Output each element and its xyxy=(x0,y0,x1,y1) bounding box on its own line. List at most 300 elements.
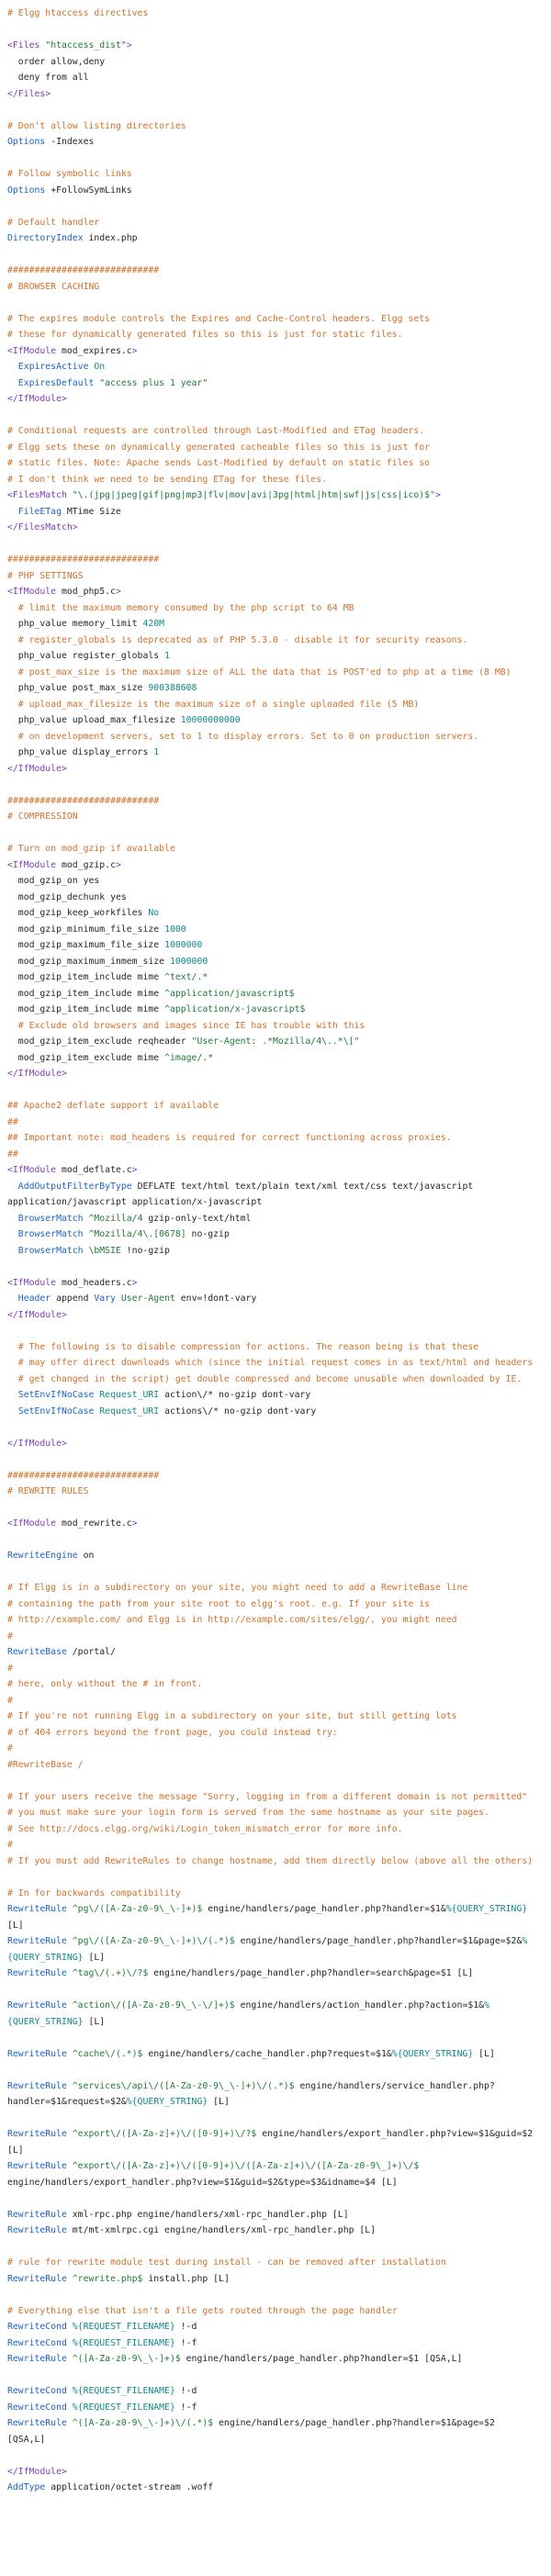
code-token: # If you must add RewriteRules to change hostname, add them directly below (above all the others) xyxy=(7,1855,534,1866)
code-line xyxy=(7,2030,551,2046)
code-line xyxy=(7,2415,551,2432)
code-line xyxy=(7,423,551,440)
code-token: "User-Agent: .*Mozilla/4\..*\[" xyxy=(191,1036,360,1047)
code-token: mod_gzip_item_include mime xyxy=(7,1004,165,1014)
code-line xyxy=(7,937,551,954)
code-token: install.php [L] xyxy=(142,2273,230,2284)
code-token: </Files> xyxy=(7,88,51,99)
code-token: env=!dont-vary xyxy=(174,1294,257,1304)
code-line xyxy=(7,1339,551,1356)
code-line xyxy=(7,1837,551,1854)
code-token: 1 xyxy=(164,651,170,661)
code-token: Vary xyxy=(94,1294,121,1304)
code-token: # Conditional requests are controlled through Last-Modified and ETag headers. xyxy=(7,426,425,436)
code-token: [L] xyxy=(83,2016,106,2027)
code-line xyxy=(7,2190,551,2207)
code-line xyxy=(7,54,551,71)
code-token: User-Agent xyxy=(120,1294,175,1304)
code-token: BrowserMatch xyxy=(7,1245,89,1256)
code-line xyxy=(7,1387,551,1404)
code-token: index.php xyxy=(88,233,138,243)
code-token: ^([A-Za-z0-9\_\-]+)$ xyxy=(72,2354,181,2364)
code-line xyxy=(7,1018,551,1035)
code-token: BrowserMatch xyxy=(7,1213,89,1224)
code-token: -Indexes xyxy=(51,137,95,147)
code-token: %{QUERY_STRING} xyxy=(445,1904,528,1914)
code-line xyxy=(7,1661,551,1677)
code-line xyxy=(7,648,551,665)
code-token: mod_php5.c xyxy=(61,587,116,597)
code-token: </IfModule> xyxy=(7,2466,67,2477)
code-token: !-d xyxy=(174,2386,197,2396)
code-line xyxy=(7,600,551,617)
code-token: RewriteRule xyxy=(7,1968,73,1978)
code-token: Request_URI xyxy=(99,1390,165,1400)
code-line xyxy=(7,1066,551,1082)
code-token: RewriteCond xyxy=(7,2337,73,2348)
code-token: # Default handler xyxy=(7,217,100,228)
code-line xyxy=(7,2078,551,2095)
code-line xyxy=(7,1372,551,1388)
code-line xyxy=(7,1034,551,1050)
code-line xyxy=(7,1002,551,1018)
code-line xyxy=(7,633,551,649)
code-token: % xyxy=(484,2000,489,2010)
code-token: 10000000000 xyxy=(180,715,241,725)
code-token: !-d xyxy=(174,2322,197,2332)
code-token: application/octet-stream .woff xyxy=(51,2482,214,2492)
code-token: % xyxy=(522,1936,528,1946)
code-token: %{REQUEST_FILENAME} xyxy=(72,2337,175,2348)
code-line xyxy=(7,151,551,167)
code-line xyxy=(7,2143,551,2159)
code-token: ^export\/([A-Za-z]+)\/([0-9]+)\/([A-Za-z]+)\/([A-Za-z0-9\_]+)\/$ xyxy=(72,2161,420,2171)
code-token: ^image/.* xyxy=(164,1052,214,1063)
code-line xyxy=(7,2239,551,2256)
code-token: RewriteEngine xyxy=(7,1551,84,1561)
code-token: action\/* no-gzip dont-vary xyxy=(164,1390,311,1400)
code-token: handler=$1&request=$2& xyxy=(7,2097,127,2107)
code-line xyxy=(7,1933,551,1950)
code-token: # xyxy=(7,1840,13,1850)
code-token: # REWRITE RULES xyxy=(7,1486,89,1496)
code-token: engine/handlers/page_handler.php?handler=$1&page=$2 xyxy=(213,2418,495,2428)
code-token: <IfModule xyxy=(7,859,62,870)
code-line xyxy=(7,2062,551,2078)
code-token: RewriteCond xyxy=(7,2402,73,2413)
code-line xyxy=(7,905,551,922)
code-line xyxy=(7,1854,551,1870)
code-line xyxy=(7,455,551,472)
code-token: BrowserMatch xyxy=(7,1229,89,1239)
code-token: </IfModule> xyxy=(7,1438,67,1449)
code-line xyxy=(7,247,551,263)
code-line xyxy=(7,1789,551,1806)
code-line xyxy=(7,86,551,103)
code-token: # containing the path from your site root to elgg's root. e.g. If your site is xyxy=(7,1598,431,1609)
code-line xyxy=(7,761,551,778)
code-token: gzip-only-text/html xyxy=(142,1213,252,1224)
code-token: {QUERY_STRING} xyxy=(7,2016,84,2027)
code-line xyxy=(7,472,551,488)
code-token: !-f xyxy=(174,2337,197,2348)
code-token: ############################ xyxy=(7,795,160,806)
code-line xyxy=(7,986,551,1002)
code-token: !no-gzip xyxy=(120,1245,170,1256)
code-line xyxy=(7,327,551,343)
code-line xyxy=(7,504,551,521)
code-token: On xyxy=(94,362,106,372)
code-token: mod_headers.c xyxy=(61,1277,132,1288)
code-line xyxy=(7,2271,551,2288)
code-token: on xyxy=(83,1551,95,1561)
code-line xyxy=(7,1950,551,1966)
code-token: # on development servers, set to 1 to display errors. Set to 0 on production servers. xyxy=(7,731,479,742)
code-token: AddOutputFilterByType xyxy=(7,1181,138,1192)
code-line xyxy=(7,2287,551,2303)
code-line xyxy=(7,1532,551,1549)
code-token: mod_gzip_keep_workfiles xyxy=(7,908,149,918)
code-token: 1000000 xyxy=(164,940,203,950)
code-token: "\.(jpg|jpeg|gif|png|mp3|flv|mov|avi|3pg|html|htm|swf|js|css|ico)$" xyxy=(72,490,435,500)
code-token: #RewriteBase / xyxy=(7,1759,84,1770)
code-token: mod_deflate.c xyxy=(61,1165,132,1175)
code-token: %{QUERY_STRING} xyxy=(126,2097,208,2107)
code-token: ^application/javascript$ xyxy=(164,988,295,999)
code-token: > xyxy=(126,40,132,50)
code-line xyxy=(7,2303,551,2320)
code-token: # In for backwards compatibility xyxy=(7,1887,181,1898)
code-line xyxy=(7,729,551,745)
code-line xyxy=(7,665,551,681)
code-line xyxy=(7,22,551,39)
code-token: RewriteRule xyxy=(7,2161,73,2171)
code-token: ^rewrite.php$ xyxy=(72,2273,143,2284)
code-token: # get changed in the script) get double compressed and become unusable when downloaded by IE. xyxy=(7,1373,523,1384)
code-line xyxy=(7,183,551,199)
code-line xyxy=(7,38,551,54)
code-line xyxy=(7,440,551,456)
code-line xyxy=(7,230,551,247)
code-line xyxy=(7,520,551,536)
code-line xyxy=(7,295,551,311)
code-line xyxy=(7,102,551,118)
code-line xyxy=(7,2383,551,2400)
code-token: # Follow symbolic links xyxy=(7,169,132,179)
code-line xyxy=(7,1355,551,1372)
code-token: ExpiresDefault xyxy=(7,377,100,388)
code-token: RewriteRule xyxy=(7,2048,73,2059)
code-token: RewriteRule xyxy=(7,2080,73,2091)
code-token: engine/handlers/action_handler.php?action=$1& xyxy=(234,2000,485,2010)
code-line xyxy=(7,680,551,697)
code-token: <FilesMatch xyxy=(7,490,73,500)
code-token: %{REQUEST_FILENAME} xyxy=(72,2402,175,2413)
code-token: ## Apache2 deflate support if available xyxy=(7,1101,219,1111)
code-token: xml-rpc.php engine/handlers/xml-rpc_handler.php [L] xyxy=(72,2209,349,2220)
code-token: 1000 xyxy=(164,924,186,935)
code-line xyxy=(7,2158,551,2175)
code-token: mod_gzip_item_exclude reqheader xyxy=(7,1036,192,1047)
code-token: ^services\/api\/([A-Za-z0-9\_\-]+)\/(.*)$ xyxy=(72,2080,295,2091)
code-token: mod_gzip_item_include mime xyxy=(7,972,165,982)
code-token: engine/handlers/page_handler.php?handler=$1&page=$2& xyxy=(234,1936,523,1946)
code-token: # rule for rewrite module test during install - can be removed after installation xyxy=(7,2257,446,2268)
code-line xyxy=(7,1886,551,1902)
code-token: ############################ xyxy=(7,265,160,275)
code-line xyxy=(7,1147,551,1163)
code-token: </IfModule> xyxy=(7,763,67,774)
code-line xyxy=(7,552,551,568)
code-token: mod_gzip_minimum_file_size xyxy=(7,924,165,935)
code-token: ## xyxy=(7,1148,18,1159)
code-token: Options xyxy=(7,185,51,196)
code-token: # The expires module controls the Expires and Cache-Control headers. Elgg sets xyxy=(7,313,431,324)
code-token: append xyxy=(56,1294,95,1304)
code-line xyxy=(7,1500,551,1517)
code-token: # I don't think we need to be sending ETag for these files. xyxy=(7,474,327,485)
code-line xyxy=(7,1693,551,1709)
code-token: # upload_max_filesize is the maximum size of a single uploaded file (5 MB) xyxy=(7,699,420,710)
code-token: DirectoryIndex xyxy=(7,233,89,243)
code-line xyxy=(7,343,551,360)
code-line xyxy=(7,2400,551,2416)
code-token: > xyxy=(131,1277,138,1288)
code-line xyxy=(7,922,551,938)
code-line xyxy=(7,1580,551,1596)
code-line xyxy=(7,1516,551,1532)
code-line xyxy=(7,1612,551,1629)
code-token: # Elgg sets these on dynamically generated cacheable files so this is just for xyxy=(7,442,431,453)
code-line xyxy=(7,2480,551,2496)
code-token: engine/handlers/page_handler.php?handler=$1& xyxy=(202,1904,446,1914)
code-line xyxy=(7,1901,551,1918)
code-token: mod_gzip.c xyxy=(61,859,116,870)
code-token: mod_gzip_dechunk yes xyxy=(7,891,127,902)
code-line xyxy=(7,954,551,970)
code-token: mod_expires.c xyxy=(61,345,132,356)
code-line xyxy=(7,1130,551,1147)
code-line xyxy=(7,584,551,600)
code-line xyxy=(7,697,551,713)
code-line xyxy=(7,1805,551,1821)
code-line xyxy=(7,1676,551,1693)
code-token: </IfModule> xyxy=(7,394,67,404)
code-token: MTime Size xyxy=(66,506,121,517)
code-line xyxy=(7,134,551,151)
code-line xyxy=(7,263,551,279)
code-token: <IfModule xyxy=(7,1277,62,1288)
code-token: # BROWSER CACHING xyxy=(7,281,100,292)
code-token: # you must make sure your login form is served from the same hostname as your site pages. xyxy=(7,1808,489,1818)
code-token: engine/handlers/page_handler.php?handler=$1 [QSA,L] xyxy=(180,2354,463,2364)
code-token: </IfModule> xyxy=(7,1309,67,1320)
code-token: # xyxy=(7,1630,13,1641)
code-token: Header xyxy=(7,1294,57,1304)
code-line xyxy=(7,1773,551,1789)
code-token: "htaccess_dist" xyxy=(45,40,127,50)
code-token: ^text/.* xyxy=(164,972,208,982)
code-token: engine/handlers/export_handler.php?view=$1&guid=$2 xyxy=(256,2129,534,2139)
code-token: > xyxy=(131,1518,138,1529)
code-token: # COMPRESSION xyxy=(7,812,78,822)
code-token: [L] xyxy=(7,1920,24,1931)
code-token: no-gzip xyxy=(186,1229,230,1239)
code-token: RewriteRule xyxy=(7,1936,73,1946)
code-token: [L] xyxy=(7,2145,24,2156)
code-line xyxy=(7,2447,551,2464)
code-token: RewriteBase xyxy=(7,1647,73,1657)
code-line xyxy=(7,568,551,585)
code-line xyxy=(7,6,551,22)
code-token: # Elgg htaccess directives xyxy=(7,8,149,18)
code-line xyxy=(7,1869,551,1886)
code-token: </FilesMatch> xyxy=(7,522,78,532)
code-token: 1 xyxy=(153,747,160,757)
code-line xyxy=(7,359,551,375)
code-token: # If you're not running Elgg in a subdirectory on your site, but still getting lots xyxy=(7,1711,457,1721)
code-token: \bMSIE xyxy=(88,1245,121,1256)
code-line xyxy=(7,1243,551,1260)
code-line xyxy=(7,2046,551,2063)
code-line xyxy=(7,777,551,793)
code-token: %{QUERY_STRING} xyxy=(391,2048,474,2059)
code-token: > xyxy=(434,490,441,500)
code-token: ^tag\/(.+)\/?$ xyxy=(72,1968,149,1978)
code-token: > xyxy=(131,345,138,356)
code-token: php_value upload_max_filesize xyxy=(7,715,181,725)
code-token: engine/handlers/cache_handler.php?request=$1& xyxy=(142,2048,392,2059)
code-token: Request_URI xyxy=(99,1406,165,1417)
code-line xyxy=(7,2351,551,2368)
code-token: # post_max_size is the maximum size of ALL the data that is POST'ed to php at a time (8 MB) xyxy=(7,666,512,678)
code-line xyxy=(7,1982,551,1999)
code-token: # here, only without the # in front. xyxy=(7,1679,203,1689)
code-token: # See http://docs.elgg.org/wiki/Login_token_mismatch_error for more info. xyxy=(7,1823,403,1834)
code-token: mod_gzip_maximum_file_size xyxy=(7,940,165,950)
code-token: mod_gzip_maximum_inmem_size xyxy=(7,956,170,967)
code-token: [L] xyxy=(208,2097,230,2107)
code-token: mod_rewrite.c xyxy=(61,1518,132,1529)
code-line xyxy=(7,825,551,842)
code-token: {QUERY_STRING} xyxy=(7,1952,84,1963)
code-line xyxy=(7,118,551,135)
code-line xyxy=(7,2432,551,2448)
code-token: ############################ xyxy=(7,1470,160,1481)
code-token: AddType xyxy=(7,2482,51,2492)
code-line xyxy=(7,1419,551,1436)
code-token: # xyxy=(7,1743,13,1753)
code-token: # Don't allow listing directories xyxy=(7,120,186,131)
code-token: actions\/* no-gzip dont-vary xyxy=(164,1406,317,1417)
code-line xyxy=(7,1114,551,1131)
code-line xyxy=(7,2014,551,2031)
code-line xyxy=(7,2094,551,2111)
code-line xyxy=(7,279,551,296)
code-token: 420M xyxy=(142,619,165,629)
code-token: SetEnvIfNoCase xyxy=(7,1390,100,1400)
code-token: ^pg\/([A-Za-z0-9\_\-]+)\/(.*)$ xyxy=(72,1936,235,1946)
code-line xyxy=(7,1596,551,1613)
code-line xyxy=(7,1162,551,1179)
code-line xyxy=(7,841,551,857)
code-token: mod_gzip_item_exclude mime xyxy=(7,1052,165,1063)
code-line xyxy=(7,857,551,874)
code-token: <IfModule xyxy=(7,1518,62,1529)
code-token: <IfModule xyxy=(7,587,62,597)
code-line xyxy=(7,1918,551,1934)
code-token: [QSA,L] xyxy=(7,2434,46,2445)
code-line xyxy=(7,712,551,729)
code-token: ^Mozilla/4\.[0678] xyxy=(88,1229,186,1239)
code-token: RewriteRule xyxy=(7,2273,73,2284)
code-token: php_value memory_limit xyxy=(7,619,143,629)
code-token: RewriteCond xyxy=(7,2386,73,2396)
code-line xyxy=(7,70,551,86)
code-line xyxy=(7,1179,551,1195)
code-line xyxy=(7,166,551,183)
code-token: +FollowSymLinks xyxy=(51,185,132,196)
code-token: 900388608 xyxy=(148,683,197,693)
code-line xyxy=(7,1629,551,1645)
code-line xyxy=(7,198,551,215)
code-token: php_value post_max_size xyxy=(7,683,149,693)
code-line xyxy=(7,1998,551,2014)
code-line xyxy=(7,1194,551,1211)
code-token: RewriteRule xyxy=(7,2225,73,2235)
code-token: !-f xyxy=(174,2402,197,2413)
code-token: # xyxy=(7,1695,13,1706)
code-line xyxy=(7,215,551,231)
code-token: order allow,deny xyxy=(7,56,106,67)
code-token: ^([A-Za-z0-9\_\-]+)\/(.*)$ xyxy=(72,2418,214,2428)
code-token: "access plus 1 year" xyxy=(99,377,208,388)
code-token: # xyxy=(7,1663,13,1674)
code-line xyxy=(7,2111,551,2127)
code-token: application/javascript application/x-javascript xyxy=(7,1197,263,1207)
code-token: > xyxy=(115,587,121,597)
code-token: %{REQUEST_FILENAME} xyxy=(72,2386,175,2396)
code-token: ^application/x-javascript$ xyxy=(164,1004,306,1014)
code-token: mt/mt-xmlrpc.cgi engine/handlers/xml-rpc_handler.php [L] xyxy=(72,2225,377,2235)
code-line xyxy=(7,536,551,553)
code-line xyxy=(7,487,551,504)
code-token: FileETag xyxy=(7,506,67,517)
code-line xyxy=(7,2126,551,2143)
code-token: <IfModule xyxy=(7,345,62,356)
code-token: Options xyxy=(7,137,51,147)
code-line xyxy=(7,1323,551,1339)
code-token: SetEnvIfNoCase xyxy=(7,1406,100,1417)
code-line xyxy=(7,1708,551,1725)
code-line xyxy=(7,2335,551,2352)
code-token: # may offer direct downloads which (since the initial request comes in as text/html and headers xyxy=(7,1358,534,1368)
code-line xyxy=(7,1226,551,1243)
code-token: php_value register_globals xyxy=(7,651,165,661)
code-token: ExpiresActive xyxy=(7,362,95,372)
code-line xyxy=(7,1966,551,1982)
code-line xyxy=(7,375,551,392)
code-line xyxy=(7,1451,551,1468)
code-token: <IfModule xyxy=(7,1165,62,1175)
code-token: # If your users receive the message "Sorry, logging in from a different domain is not permitted" xyxy=(7,1791,528,1802)
code-line xyxy=(7,1484,551,1500)
code-line xyxy=(7,1275,551,1292)
code-token: # static files. Note: Apache sends Last-Modified by default on static files so xyxy=(7,458,431,468)
code-token: RewriteRule xyxy=(7,2354,73,2364)
code-token: RewriteRule xyxy=(7,2129,73,2139)
code-line xyxy=(7,2223,551,2239)
